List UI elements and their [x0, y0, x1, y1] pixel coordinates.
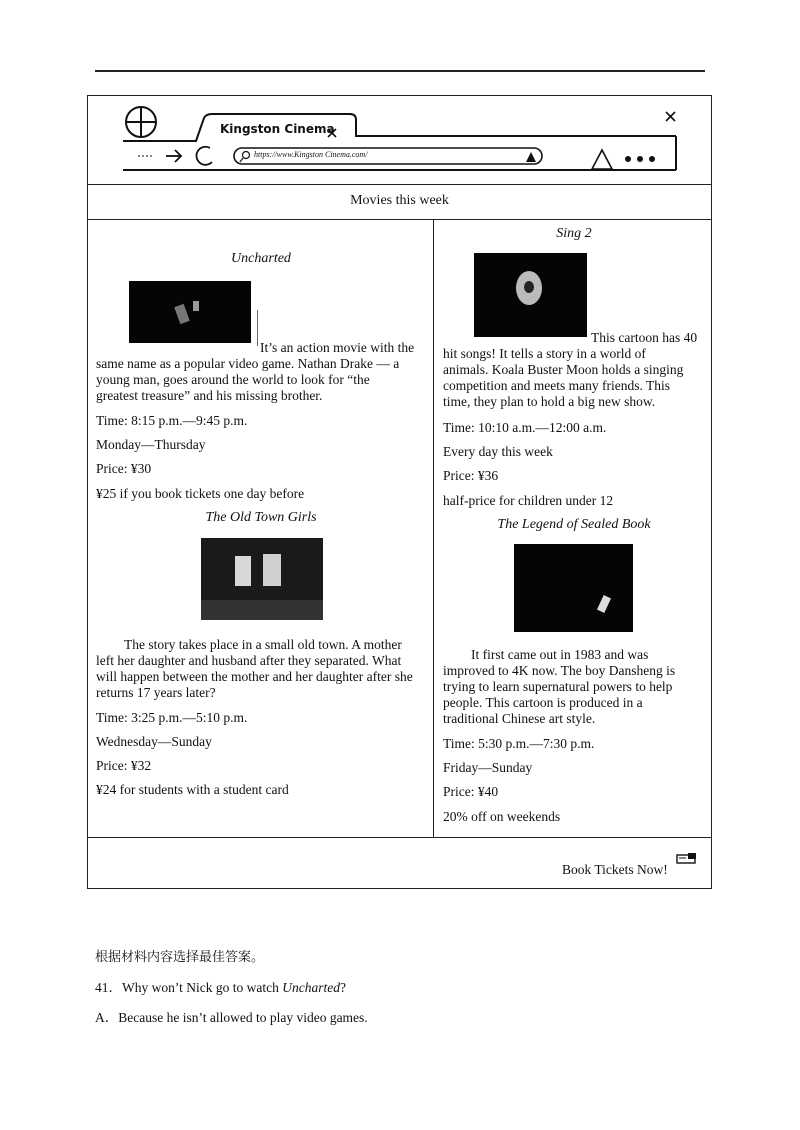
movie-title-old-town-girls: The Old Town Girls: [205, 510, 317, 525]
sing-2-description-line: This cartoon has 40: [591, 330, 698, 345]
question-41-prefix: 41．Why won’t Nick go to watch: [95, 980, 283, 995]
browser-sketch: [88, 96, 711, 185]
sing-2-description-line: time, they plan to hold a big new show.: [443, 394, 656, 409]
movie-title-legend-of-sealed-book: The Legend of Sealed Book: [497, 517, 651, 532]
old-town-girls-description-line: The story takes place in a small old town. A mother: [124, 637, 402, 652]
forward-arrow-icon: [166, 150, 181, 162]
option-a[interactable]: A．Because he isn’t allowed to play video games.: [95, 1010, 368, 1025]
instruction-text: 根据材料内容选择最佳答案。: [95, 950, 265, 965]
sing-2-description-line: competition and meets many friends. This: [443, 378, 670, 393]
window-close-icon: [666, 112, 675, 121]
left-column: [88, 220, 434, 837]
header-rule: [95, 70, 705, 72]
uncharted-time: Time: 8:15 p.m.—9:45 p.m.: [96, 413, 248, 428]
menu-dot-icon: [625, 156, 631, 162]
cinema-page-frame: [87, 95, 712, 889]
old-town-girls-description-line: will happen between the mother and her daughter after she: [96, 669, 413, 684]
legend-offer: 20% off on weekends: [443, 809, 561, 824]
uncharted-description-line: It’s an action movie with the: [260, 340, 415, 355]
cursor-hand-icon: [676, 852, 698, 864]
address-bar-url[interactable]: https://www.Kingston Cinema.com/: [254, 150, 368, 159]
uncharted-offer: ¥25 if you book tickets one day before: [96, 486, 305, 501]
legend-description-line: people. This cartoon is produced in a: [443, 695, 643, 710]
sing-2-poster: [474, 253, 587, 337]
old-town-girls-description-line: left her daughter and husband after they separated. What: [96, 653, 402, 668]
legend-description-line: trying to learn supernatural powers to help: [443, 679, 673, 694]
old-town-girls-description-line: returns 17 years later?: [96, 685, 216, 700]
browser-chrome-drawing: [88, 96, 713, 184]
legend-description-line: traditional Chinese art style.: [443, 711, 596, 726]
legend-price: Price: ¥40: [443, 784, 499, 799]
legend-description-line: improved to 4K now. The boy Dansheng is: [443, 663, 676, 678]
sing-2-description-line: hit songs! It tells a story in a world of: [443, 346, 646, 361]
right-column: [435, 220, 713, 837]
question-41-title: Uncharted: [282, 980, 340, 995]
legend-days: Friday—Sunday: [443, 760, 533, 775]
uncharted-days: Monday—Thursday: [96, 437, 206, 452]
search-icon: [243, 152, 250, 159]
old-town-girls-poster: [201, 538, 323, 620]
sing-2-offer: half-price for children under 12: [443, 493, 614, 508]
question-41: [95, 976, 346, 996]
legend-time: Time: 5:30 p.m.—7:30 p.m.: [443, 736, 595, 751]
uncharted-price: Price: ¥30: [96, 461, 152, 476]
booking-footer: [88, 837, 711, 890]
sing-2-days: Every day this week: [443, 444, 553, 459]
uncharted-description-line: young man, goes around the world to look for “the: [96, 372, 370, 387]
uncharted-poster: [129, 281, 251, 343]
movie-title-uncharted: Uncharted: [231, 251, 291, 266]
warning-icon: [592, 150, 612, 169]
question-41-suffix: ?: [339, 980, 346, 995]
legend-of-sealed-book-poster: [514, 544, 633, 632]
uncharted-description-line: same name as a popular video game. Nathan Drake — a: [96, 356, 400, 371]
old-town-girls-price: Price: ¥32: [96, 758, 152, 773]
reload-icon: [196, 147, 212, 165]
bookmark-icon: [526, 152, 536, 162]
sing-2-time: Time: 10:10 a.m.—12:00 a.m.: [443, 420, 607, 435]
old-town-girls-days: Wednesday—Sunday: [96, 734, 212, 749]
sing-2-description-line: animals. Koala Buster Moon holds a singing: [443, 362, 684, 377]
tab-title[interactable]: Kingston Cinema: [220, 122, 335, 136]
section-heading: Movies this week: [88, 184, 711, 220]
movie-title-sing-2: Sing 2: [556, 226, 592, 241]
globe-icon: [126, 107, 156, 137]
legend-description-line: It first came out in 1983 and was: [471, 647, 649, 662]
old-town-girls-offer: ¥24 for students with a student card: [96, 782, 289, 797]
uncharted-description-line: greatest treasure” and his missing brother.: [96, 388, 323, 403]
old-town-girls-time: Time: 3:25 p.m.—5:10 p.m.: [96, 710, 248, 725]
book-tickets-link[interactable]: Book Tickets Now!: [562, 862, 668, 877]
sing-2-price: Price: ¥36: [443, 468, 499, 483]
